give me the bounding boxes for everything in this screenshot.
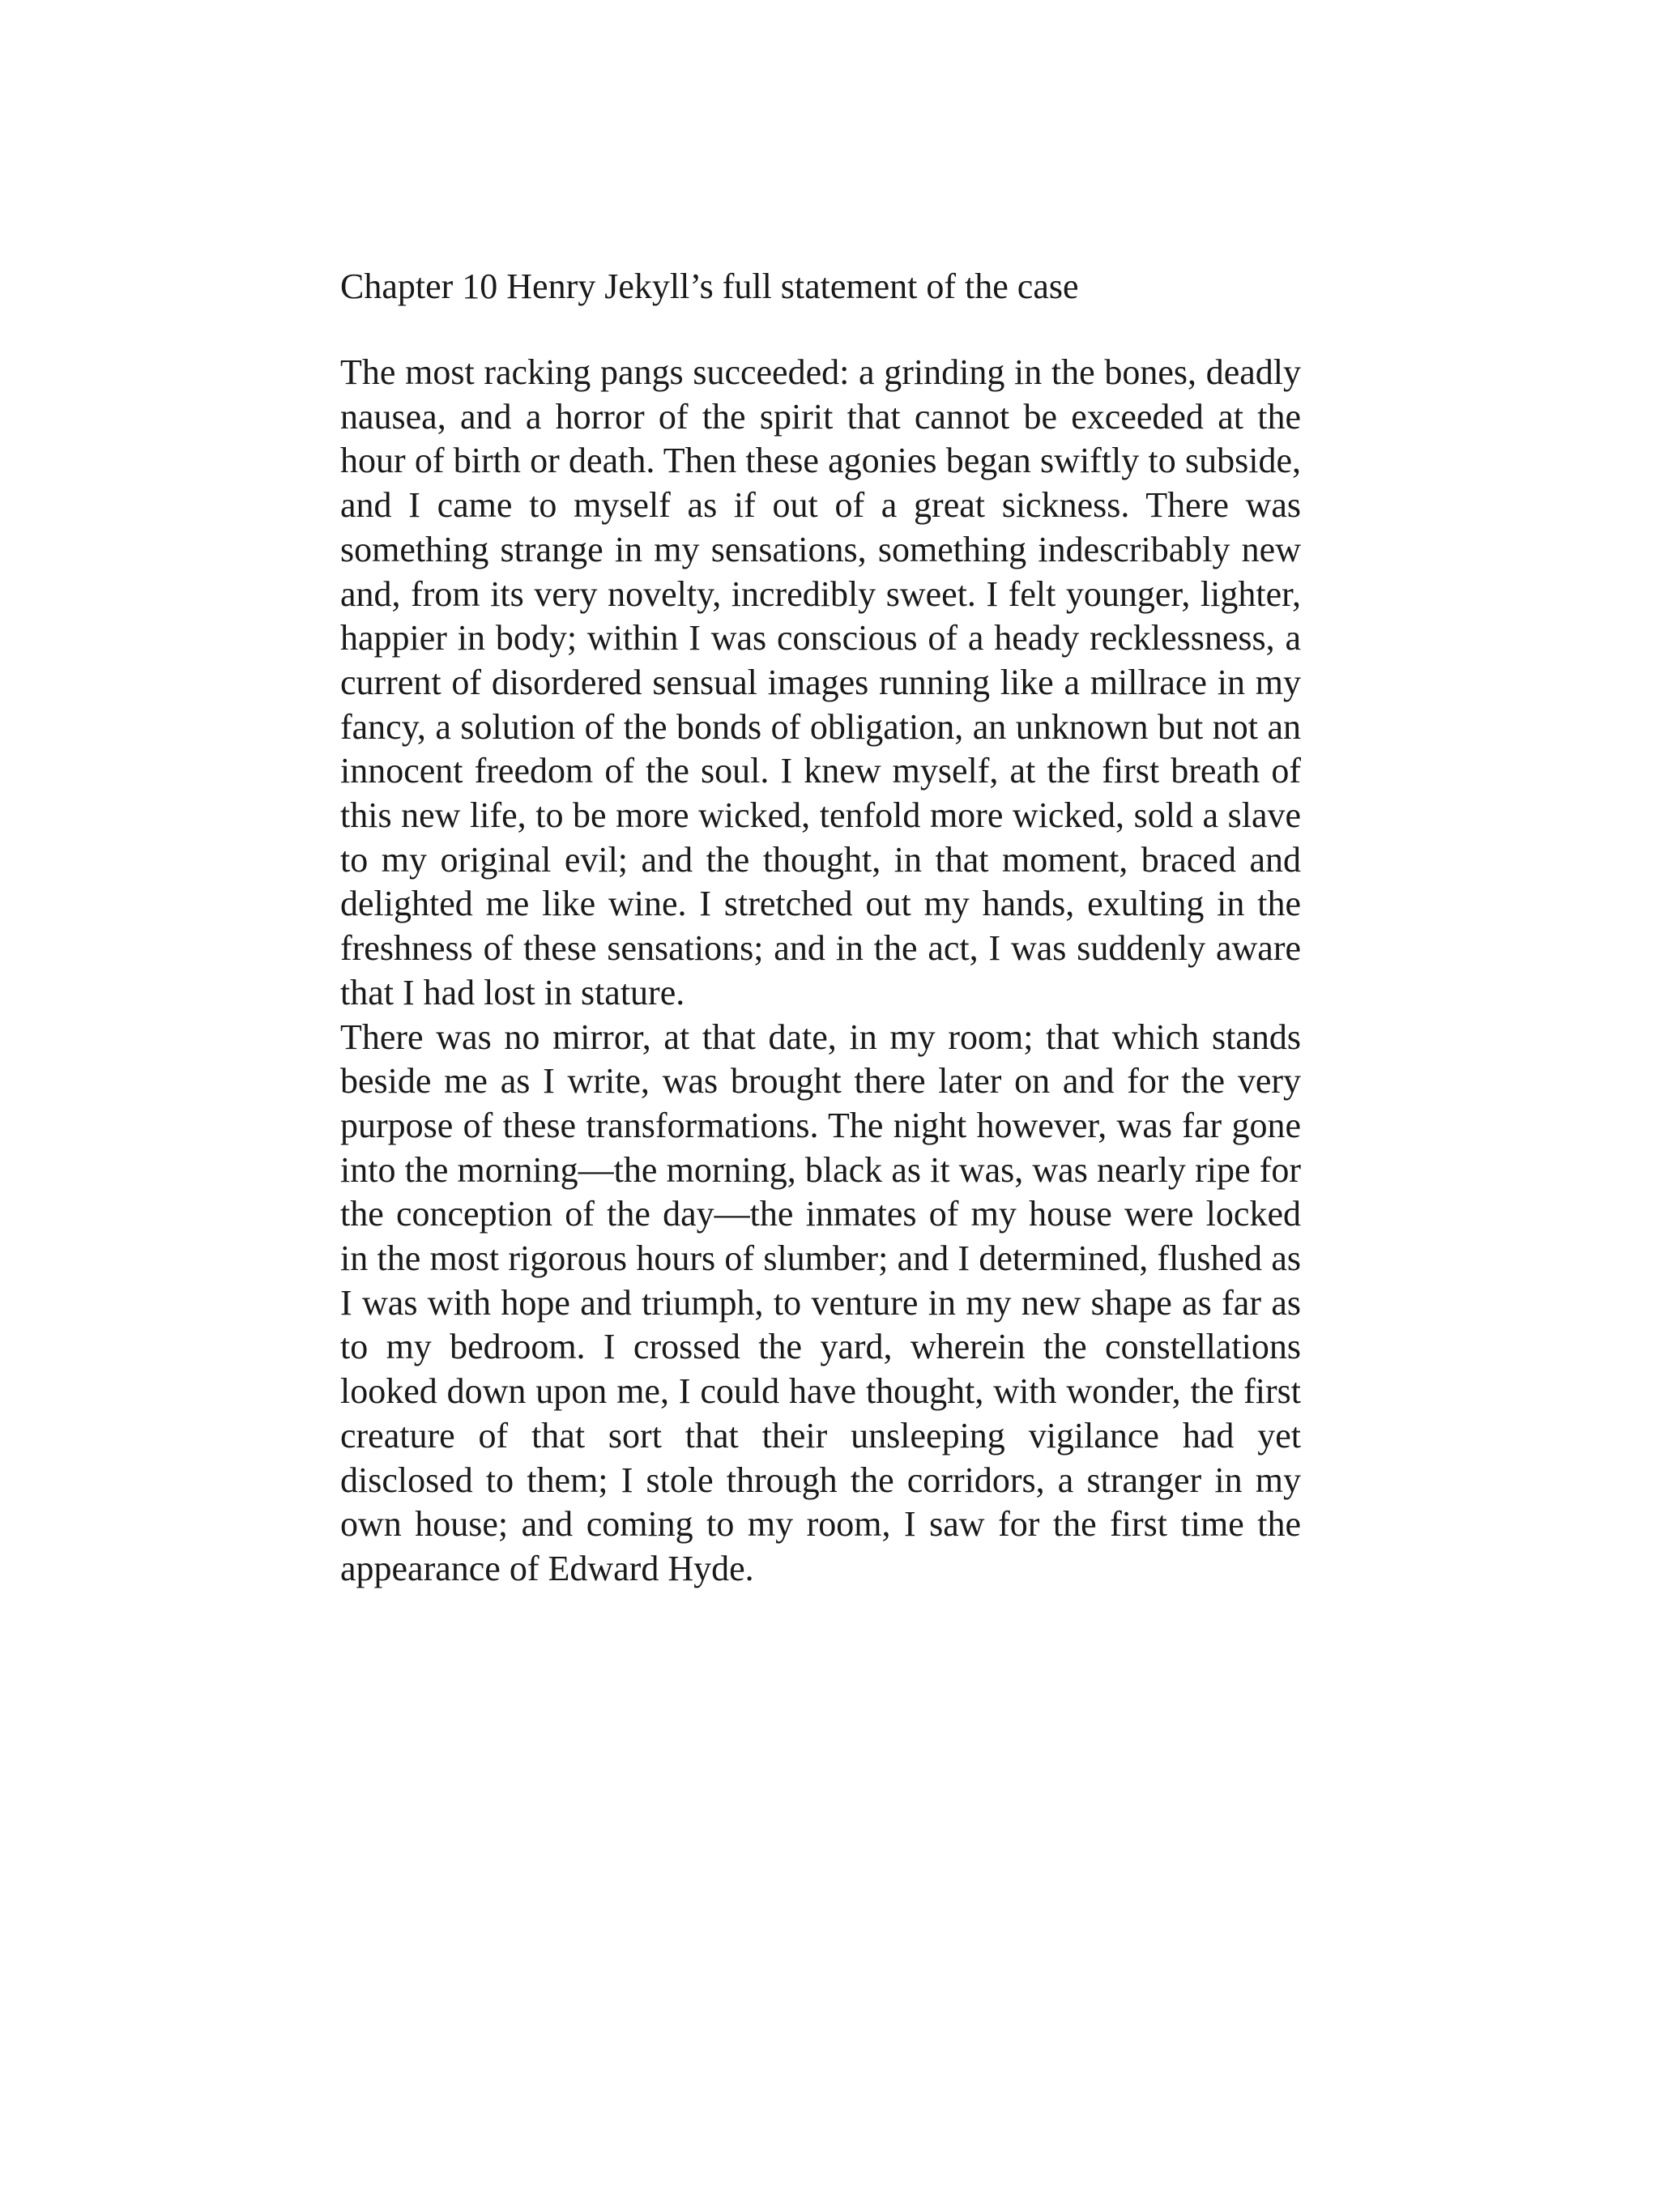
- paragraph-2: There was no mirror, at that date, in my room; that which stands beside me as I write, was brought there later on and for the very purpose of these transformations. The night however, was far gone into the morning—the morning, black as it was, was nearly ripe for the conception of the day—the inmates of my house were locked in the most rigorous hours of slumber; and I determined, flushed as I was with hope and triumph, to venture in my new shape as far as to my bedroom. I crossed the yard, wherein the constellations looked down upon me, I could have thought, with wonder, the first creature of that sort that their unsleeping vigilance had yet disclosed to them; I stole through the corridors, a stranger in my own house; and coming to my room, I saw for the first time the appearance of Edward Hyde.: [340, 1016, 1301, 1588]
- paragraph-1: The most racking pangs succeeded: a grinding in the bones, deadly nausea, and a horror of the spirit that cannot be exceeded at the hour of birth or death. Then these agonies began swiftly to subside, and I came to myself as if out of a great sickness. There was something strange in my sensations, something indescribably new and, from its very novelty, incredibly sweet. I felt younger, lighter, happier in body; within I was conscious of a heady recklessness, a current of disordered sensual images running like a millrace in my fancy, a solution of the bonds of obligation, an unknown but not an innocent freedom of the soul. I knew myself, at the first breath of this new life, to be more wicked, tenfold more wicked, sold a slave to my original evil; and the thought, in that moment, braced and delighted me like wine. I stretched out my hands, exulting in the freshness of these sensations; and in the act, I was suddenly aware that I had lost in stature.: [340, 352, 1301, 1012]
- chapter-heading: Chapter 10 Henry Jekyll’s full statement of the case: [340, 266, 1079, 306]
- text-block: [340, 256, 1301, 1592]
